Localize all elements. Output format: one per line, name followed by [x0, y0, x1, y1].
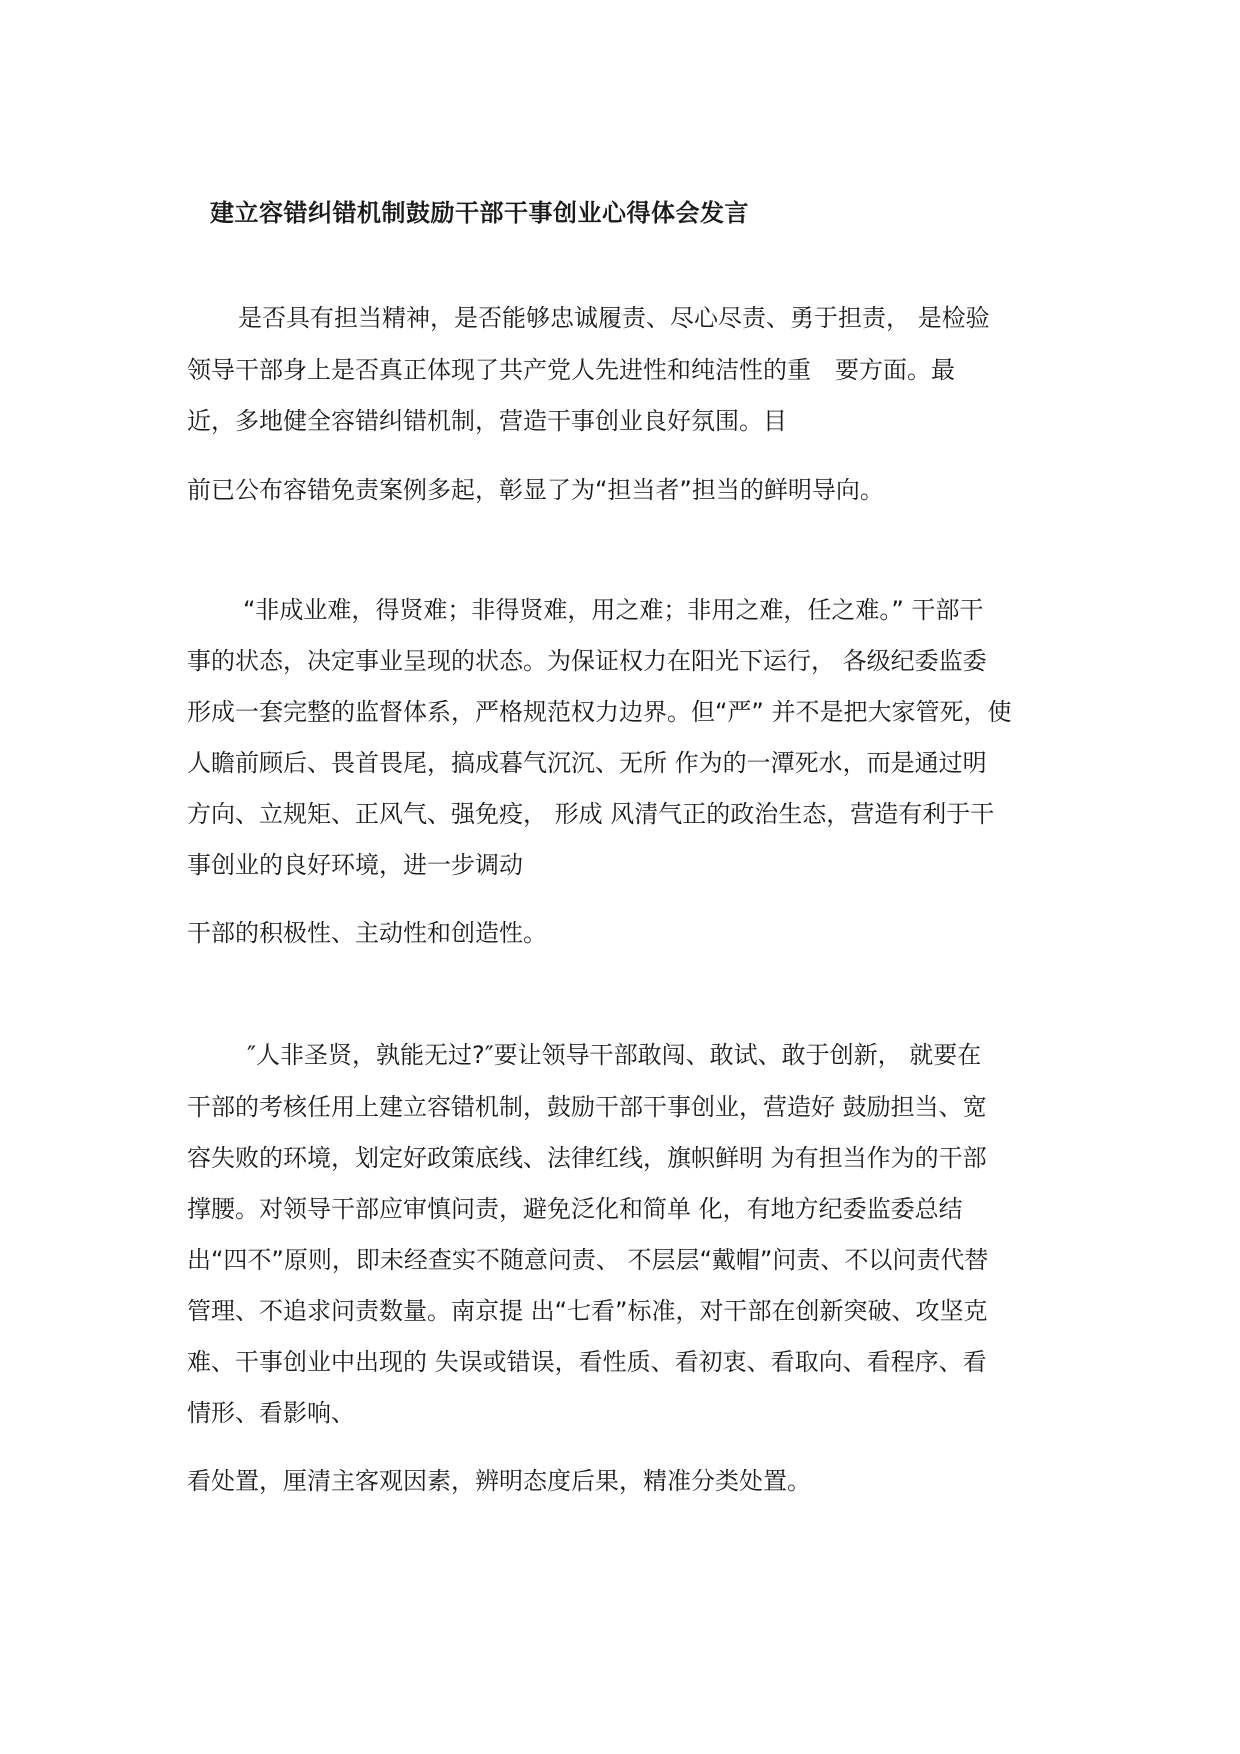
paragraph-5-line-4: 撑腰。对领导干部应审慎问责，避免泛化和简单 化，有地方纪委监委总结 — [187, 1195, 963, 1223]
paragraph-3-line-3: 形成一套完整的监督体系，严格规范权力边界。但“严” 并不是把大家管死，使 — [187, 698, 1012, 726]
paragraph-5-line-1: ″人非圣贤，孰能无过?″要让领导干部敢闯、敢试、敢于创新， 就要在 — [247, 1041, 982, 1069]
paragraph-5-line-8: 情形、看影响、 — [187, 1399, 355, 1427]
paragraph-5-line-5: 出“四不”原则，即未经查实不随意问责、 不层层“戴帽”问责、不以问责代替 — [187, 1246, 989, 1274]
paragraph-1-line-3: 近，多地健全容错纠错机制，营造干事创业良好氛围。目 — [187, 407, 787, 435]
paragraph-3-line-6: 事创业的良好环境，进一步调动 — [187, 851, 523, 879]
paragraph-4-line-1: 干部的积极性、主动性和创造性。 — [187, 919, 547, 947]
paragraph-5-line-3: 容失败的环境，划定好政策底线、法律红线，旗帜鲜明 为有担当作为的干部 — [187, 1144, 987, 1172]
paragraph-3-line-4: 人瞻前顾后、畏首畏尾，搞成暮气沉沉、无所 作为的一潭死水，而是通过明 — [187, 749, 987, 777]
paragraph-2-line-1: 前已公布容错免责案例多起，彰显了为“担当者”担当的鲜明导向。 — [187, 476, 884, 504]
paragraph-1-line-1: 是否具有担当精神，是否能够忠诚履责、尽心尽责、勇于担责， 是检验 — [238, 304, 990, 332]
paragraph-1-line-2: 领导干部身上是否真正体现了共产党人先进性和纯洁性的重 要方面。最 — [187, 356, 955, 384]
paragraph-5-line-7: 难、干事创业中出现的 失误或错误，看性质、看初衷、看取向、看程序、看 — [187, 1348, 987, 1376]
document-title: 建立容错纠错机制鼓励干部干事创业心得体会发言 — [210, 199, 749, 227]
paragraph-3-line-5: 方向、立规矩、正风气、强免疫， 形成 风清气正的政治生态，营造有利于干 — [187, 800, 995, 828]
paragraph-3-line-2: 事的状态，决定事业呈现的状态。为保证权力在阳光下运行， 各级纪委监委 — [187, 647, 987, 675]
paragraph-5-line-6: 管理、不追求问责数量。南京提 出“七看”标准，对干部在创新突破、攻坚克 — [187, 1297, 988, 1325]
paragraph-6-line-1: 看处置，厘清主客观因素，辨明态度后果，精准分类处置。 — [187, 1467, 811, 1495]
paragraph-5-line-2: 干部的考核任用上建立容错机制，鼓励干部干事创业，营造好 鼓励担当、宽 — [187, 1093, 987, 1121]
paragraph-3-line-1: “非成业难，得贤难；非得贤难，用之难；非用之难，任之难。” 干部干 — [243, 596, 984, 624]
